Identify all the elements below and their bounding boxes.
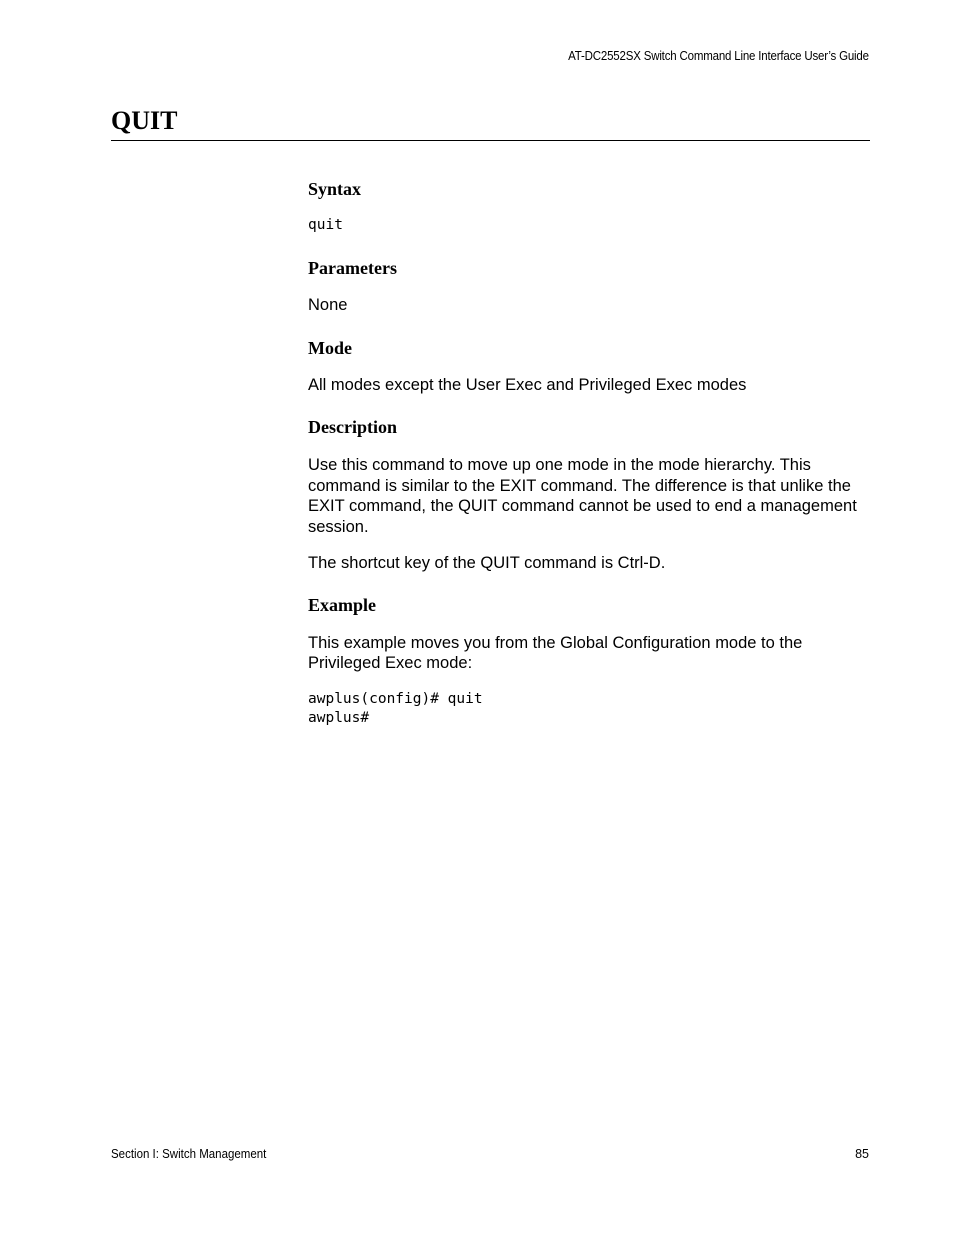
description-paragraph-2: The shortcut key of the QUIT command is Ctrl-D. — [308, 554, 666, 572]
footer-page-number: 85 — [855, 1147, 869, 1161]
parameters-heading: Parameters — [308, 258, 397, 278]
example-code-line: awplus(config)# quit — [308, 690, 483, 707]
mode-text: All modes except the User Exec and Privileged Exec modes — [308, 375, 747, 394]
example-code-line: awplus# — [308, 709, 370, 726]
mode-heading: Mode — [308, 337, 352, 358]
footer-section-label: Section I: Switch Management — [111, 1147, 267, 1161]
description-heading: Description — [308, 417, 397, 437]
syntax-code: quit — [308, 217, 343, 233]
running-header: AT-DC2552SX Switch Command Line Interface User’s Guide — [568, 49, 869, 63]
parameters-text: None — [308, 296, 348, 314]
page-title: QUIT — [111, 106, 178, 135]
command-content — [308, 178, 870, 728]
description-paragraph-1: Use this command to move up one mode in the mode hierarchy. This command is similar to the EXIT command. The difference is that unlike the EXIT command, the QUIT command cannot be used to end a management session. — [308, 456, 857, 536]
syntax-heading: Syntax — [308, 179, 362, 199]
example-code-block — [308, 690, 870, 728]
example-heading: Example — [308, 594, 377, 615]
title-rule — [111, 140, 870, 141]
example-text: This example moves you from the Global Configuration mode to the Privileged Exec mode: — [308, 633, 803, 672]
